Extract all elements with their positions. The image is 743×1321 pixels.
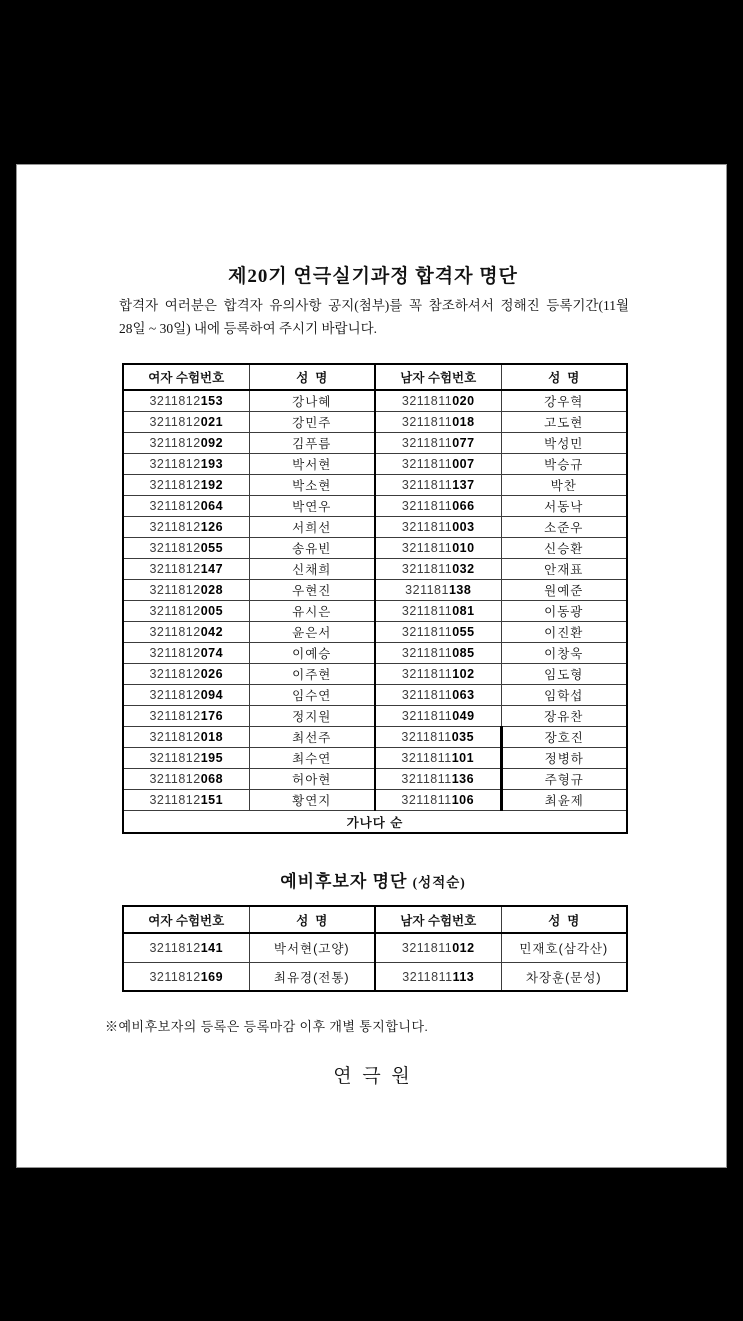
name-cell: 차장훈(문성) — [501, 962, 627, 991]
col-header-female-name: 성 명 — [249, 364, 375, 390]
exam-number-cell: 3211812092 — [123, 432, 249, 453]
name-cell: 박성민 — [501, 432, 627, 453]
name-cell: 황연지 — [249, 789, 375, 810]
name-cell: 임도형 — [501, 663, 627, 684]
table-row — [123, 474, 627, 495]
name-cell: 이동광 — [501, 600, 627, 621]
name-cell: 장유찬 — [501, 705, 627, 726]
table-row — [123, 600, 627, 621]
name-cell: 민재호(삼각산) — [501, 933, 627, 962]
name-cell: 장호진 — [501, 726, 627, 747]
exam-number-cell: 321181138 — [375, 579, 501, 600]
table-row — [123, 411, 627, 432]
exam-number-cell: 3211811032 — [375, 558, 501, 579]
name-cell: 서동낙 — [501, 495, 627, 516]
name-cell: 박승규 — [501, 453, 627, 474]
name-cell: 신승환 — [501, 537, 627, 558]
exam-number-cell: 3211812018 — [123, 726, 249, 747]
col-header-female-number: 여자 수험번호 — [123, 906, 249, 933]
name-cell: 박서현 — [249, 453, 375, 474]
table-row — [123, 453, 627, 474]
exam-number-cell: 3211811137 — [375, 474, 501, 495]
exam-number-cell: 3211811102 — [375, 663, 501, 684]
name-cell: 박연우 — [249, 495, 375, 516]
reserve-section-title — [105, 867, 641, 892]
name-cell: 송유빈 — [249, 537, 375, 558]
name-cell: 임수연 — [249, 684, 375, 705]
table-row — [123, 768, 627, 789]
name-cell: 정병하 — [501, 747, 627, 768]
name-cell: 원예준 — [501, 579, 627, 600]
name-cell: 임학섭 — [501, 684, 627, 705]
document-page — [16, 164, 727, 1168]
exam-number-cell: 3211811035 — [375, 726, 501, 747]
reserve-table-body — [123, 933, 627, 991]
exam-number-cell: 3211812126 — [123, 516, 249, 537]
reserve-list-table — [122, 905, 628, 992]
name-cell: 안재표 — [501, 558, 627, 579]
table-row — [123, 663, 627, 684]
exam-number-cell: 3211812192 — [123, 474, 249, 495]
page-title: 제20기 연극실기과정 합격자 명단 — [228, 266, 518, 287]
exam-number-cell: 3211811113 — [375, 962, 501, 991]
table-row — [123, 558, 627, 579]
exam-number-cell: 3211811007 — [375, 453, 501, 474]
exam-number-cell: 3211812064 — [123, 495, 249, 516]
exam-number-cell: 3211812068 — [123, 768, 249, 789]
exam-number-cell: 3211812147 — [123, 558, 249, 579]
exam-number-cell: 3211811018 — [375, 411, 501, 432]
name-cell: 강우혁 — [501, 390, 627, 411]
pass-table-header — [123, 364, 627, 390]
name-cell: 김푸름 — [249, 432, 375, 453]
exam-number-cell: 3211811012 — [375, 933, 501, 962]
col-header-male-number: 남자 수험번호 — [375, 364, 501, 390]
col-header-male-number: 남자 수험번호 — [375, 906, 501, 933]
name-cell: 신채희 — [249, 558, 375, 579]
table-footer-row — [123, 810, 627, 833]
table-row — [123, 684, 627, 705]
name-cell: 이진환 — [501, 621, 627, 642]
intro-paragraph: 합격자 여러분은 합격자 유의사항 공지(첨부)를 꼭 참조하셔서 정해진 등록기간(11월 28일 ~ 30일) 내에 등록하여 주시기 바랍니다. — [119, 298, 629, 337]
exam-number-cell: 3211812042 — [123, 621, 249, 642]
name-cell: 최윤제 — [501, 789, 627, 810]
name-cell: 주형규 — [501, 768, 627, 789]
exam-number-cell: 3211812195 — [123, 747, 249, 768]
exam-number-cell: 3211811063 — [375, 684, 501, 705]
table-row — [123, 933, 627, 962]
name-cell: 유시은 — [249, 600, 375, 621]
exam-number-cell: 3211811106 — [375, 789, 501, 810]
exam-number-cell: 3211811010 — [375, 537, 501, 558]
table-row — [123, 747, 627, 768]
exam-number-cell: 3211811085 — [375, 642, 501, 663]
exam-number-cell: 3211812094 — [123, 684, 249, 705]
name-cell: 최유경(전통) — [249, 962, 375, 991]
sort-order-note: 가나다 순 — [123, 810, 627, 833]
name-cell: 강민주 — [249, 411, 375, 432]
table-row — [123, 642, 627, 663]
exam-number-cell: 3211812169 — [123, 962, 249, 991]
exam-number-cell: 3211812021 — [123, 411, 249, 432]
exam-number-cell: 3211811136 — [375, 768, 501, 789]
exam-number-cell: 3211812074 — [123, 642, 249, 663]
exam-number-cell: 3211812153 — [123, 390, 249, 411]
exam-number-cell: 3211811049 — [375, 705, 501, 726]
document-content — [17, 165, 726, 1088]
name-cell: 최수연 — [249, 747, 375, 768]
exam-number-cell: 3211812055 — [123, 537, 249, 558]
name-cell: 이주현 — [249, 663, 375, 684]
exam-number-cell: 3211812005 — [123, 600, 249, 621]
name-cell: 박소현 — [249, 474, 375, 495]
exam-number-cell: 3211812026 — [123, 663, 249, 684]
col-header-female-number: 여자 수험번호 — [123, 364, 249, 390]
name-cell: 정지원 — [249, 705, 375, 726]
exam-number-cell: 3211811020 — [375, 390, 501, 411]
name-cell: 윤은서 — [249, 621, 375, 642]
col-header-male-name: 성 명 — [501, 364, 627, 390]
name-cell: 소준우 — [501, 516, 627, 537]
header-row — [123, 364, 627, 390]
exam-number-cell: 3211812141 — [123, 933, 249, 962]
exam-number-cell: 3211811055 — [375, 621, 501, 642]
exam-number-cell: 3211812151 — [123, 789, 249, 810]
table-row — [123, 621, 627, 642]
name-cell: 허아현 — [249, 768, 375, 789]
name-cell: 서희선 — [249, 516, 375, 537]
pass-list-table — [122, 363, 628, 834]
table-row — [123, 705, 627, 726]
name-cell: 박찬 — [501, 474, 627, 495]
table-row — [123, 726, 627, 747]
col-header-female-name: 성 명 — [249, 906, 375, 933]
table-row — [123, 789, 627, 810]
table-row — [123, 537, 627, 558]
table-row — [123, 962, 627, 991]
table-row — [123, 432, 627, 453]
reserve-title-text: 예비후보자 명단 — [280, 872, 408, 892]
name-cell: 이예승 — [249, 642, 375, 663]
exam-number-cell: 3211811003 — [375, 516, 501, 537]
pass-table-body — [123, 390, 627, 810]
exam-number-cell: 3211811077 — [375, 432, 501, 453]
issuer-signature: 연 극 원 — [333, 1066, 413, 1088]
name-cell: 고도현 — [501, 411, 627, 432]
col-header-male-name: 성 명 — [501, 906, 627, 933]
name-cell: 박서현(고양) — [249, 933, 375, 962]
name-cell: 이창욱 — [501, 642, 627, 663]
table-row — [123, 390, 627, 411]
exam-number-cell: 3211812193 — [123, 453, 249, 474]
reserve-title-suffix: (성적순) — [412, 875, 466, 891]
table-row — [123, 579, 627, 600]
exam-number-cell: 3211812176 — [123, 705, 249, 726]
exam-number-cell: 3211812028 — [123, 579, 249, 600]
exam-number-cell: 3211811066 — [375, 495, 501, 516]
name-cell: 강나혜 — [249, 390, 375, 411]
exam-number-cell: 3211811101 — [375, 747, 501, 768]
table-row — [123, 516, 627, 537]
name-cell: 최선주 — [249, 726, 375, 747]
table-row — [123, 495, 627, 516]
reserve-table-header — [123, 906, 627, 933]
name-cell: 우현진 — [249, 579, 375, 600]
exam-number-cell: 3211811081 — [375, 600, 501, 621]
header-row — [123, 906, 627, 933]
footnote: ※예비후보자의 등록은 등록마감 이후 개별 통지합니다. — [105, 1019, 429, 1035]
